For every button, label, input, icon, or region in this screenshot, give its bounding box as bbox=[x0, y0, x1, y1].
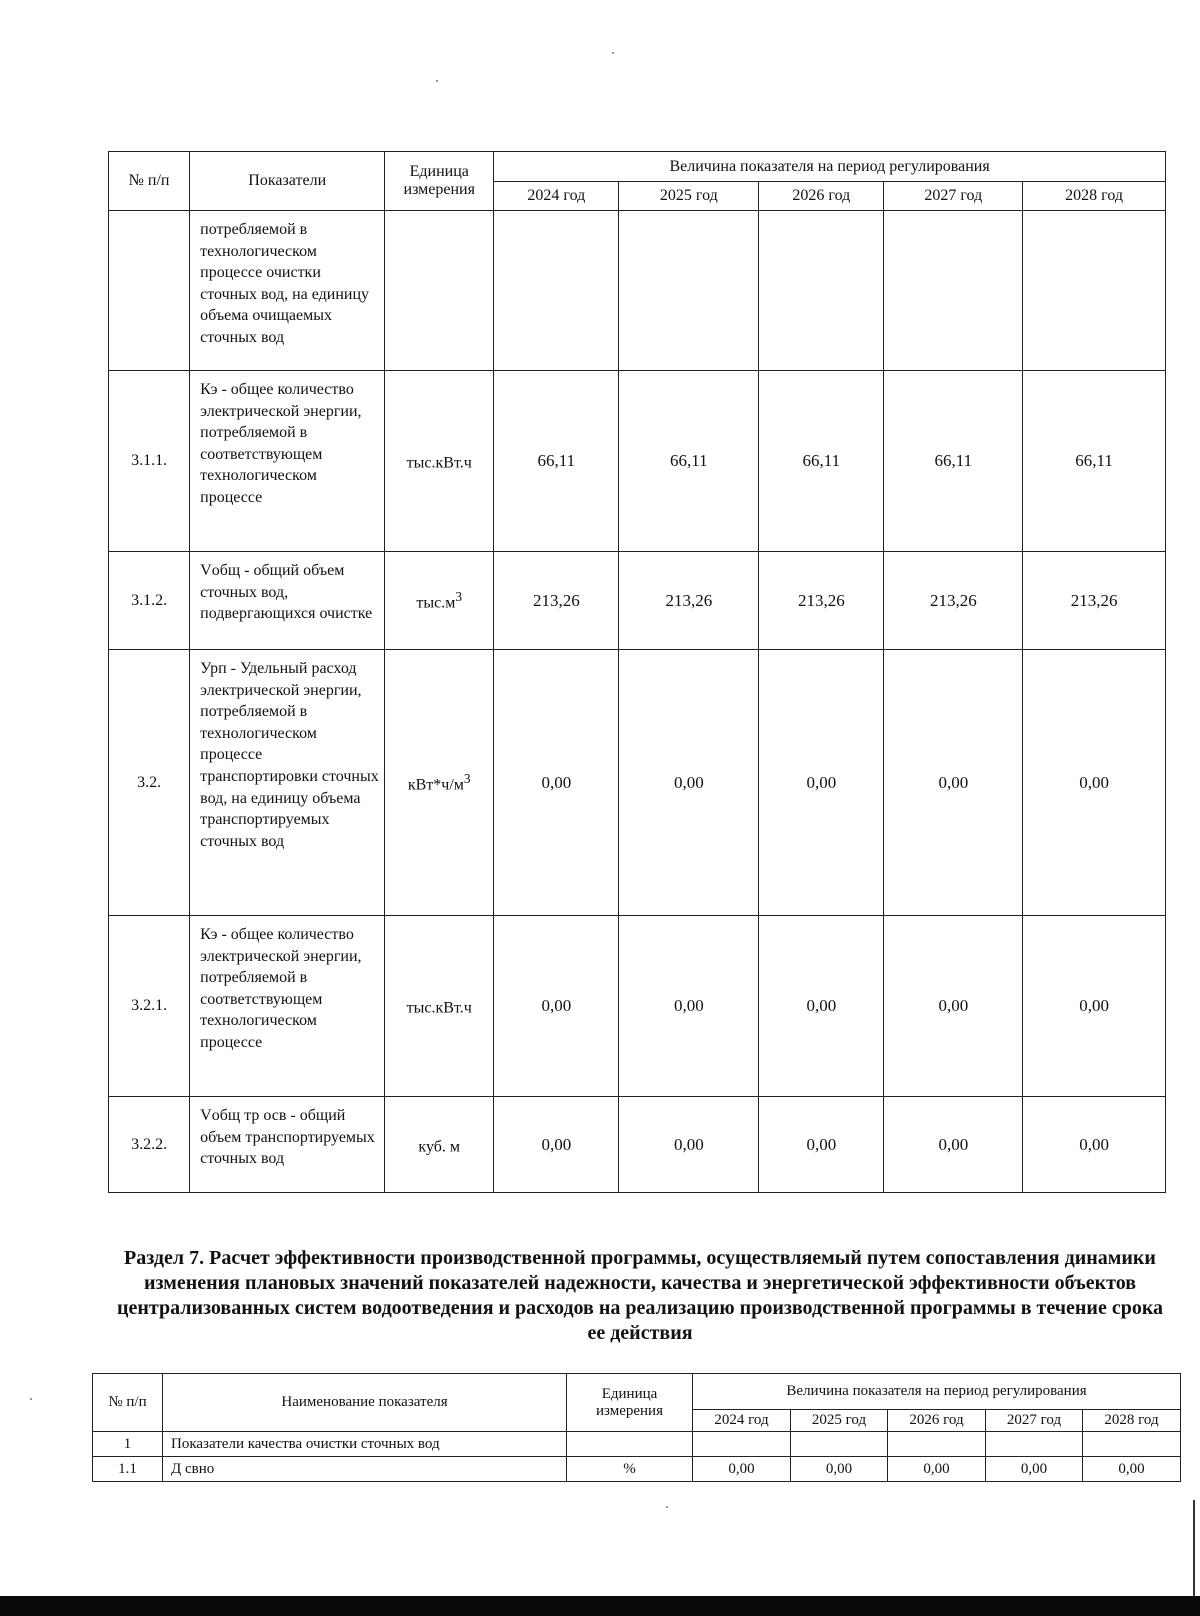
row-value-2025: 66,11 bbox=[619, 371, 759, 552]
scan-speck bbox=[666, 1506, 668, 1508]
row-name: потребляемой в технологическом процессе очистки сточных вод, на единицу объема очищаемых сточных вод bbox=[190, 211, 385, 371]
header-period: Величина показателя на период регулирования bbox=[693, 1374, 1181, 1410]
row-num: 3.1.2. bbox=[109, 552, 190, 650]
header-year-2024: 2024 год bbox=[494, 182, 619, 211]
row-unit: тыс.кВт.ч bbox=[385, 371, 494, 552]
header-indicator: Показатели bbox=[190, 152, 385, 211]
row-value-2028: 213,26 bbox=[1023, 552, 1166, 650]
row-unit: $тыс.м^3$ bbox=[385, 552, 494, 650]
row-name: Vобщ - общий объем сточных вод, подвергающихся очистке bbox=[190, 552, 385, 650]
row-unit: $кВт*ч/м^3$ bbox=[385, 650, 494, 916]
header-unit: Единица измерения bbox=[567, 1374, 693, 1432]
row-num: 1.1 bbox=[93, 1457, 163, 1482]
scan-speck bbox=[612, 52, 614, 54]
row-value-2028: 66,11 bbox=[1023, 371, 1166, 552]
row-value-2027: 66,11 bbox=[884, 371, 1023, 552]
row-num: 1 bbox=[93, 1432, 163, 1457]
row-name: Кэ - общее количество электрической энергии, потребляемой в соответствующем технологическом процессе bbox=[190, 371, 385, 552]
row-value-2026 bbox=[759, 211, 884, 371]
scan-edge-line bbox=[1193, 1500, 1195, 1596]
row-name: Vобщ тр осв - общий объем транспортируемых сточных вод bbox=[190, 1097, 385, 1193]
table-row bbox=[109, 211, 1166, 371]
header-unit: Единица измерения bbox=[385, 152, 494, 211]
scan-speck bbox=[30, 1398, 32, 1400]
header-num: № п/п bbox=[109, 152, 190, 211]
row-value-2027: 0,00 bbox=[884, 650, 1023, 916]
row-num: 3.2. bbox=[109, 650, 190, 916]
row-unit: куб. м bbox=[385, 1097, 494, 1193]
row-name: Кэ - общее количество электрической энергии, потребляемой в соответствующем технологическом процессе bbox=[190, 916, 385, 1097]
table-row bbox=[109, 371, 1166, 552]
row-value-2027: 0,00 bbox=[986, 1457, 1083, 1482]
row-value-2028 bbox=[1023, 211, 1166, 371]
row-name: Д свно bbox=[163, 1457, 567, 1482]
header-year-2028: 2028 год bbox=[1083, 1410, 1181, 1432]
row-value-2026: 0,00 bbox=[888, 1457, 986, 1482]
row-value-2024: 0,00 bbox=[494, 1097, 619, 1193]
row-value-2027: 0,00 bbox=[884, 1097, 1023, 1193]
row-value-2025: 0,00 bbox=[619, 650, 759, 916]
table-row bbox=[109, 552, 1166, 650]
indicators-table bbox=[108, 151, 1166, 1193]
row-value-2028: 0,00 bbox=[1023, 650, 1166, 916]
row-value-2025 bbox=[791, 1432, 888, 1457]
row-value-2027 bbox=[986, 1432, 1083, 1457]
row-value-2025: 0,00 bbox=[791, 1457, 888, 1482]
row-name: Показатели качества очистки сточных вод bbox=[163, 1432, 567, 1457]
header-name: Наименование показателя bbox=[163, 1374, 567, 1432]
row-value-2028: 0,00 bbox=[1023, 1097, 1166, 1193]
table-row bbox=[109, 650, 1166, 916]
header-num: № п/п bbox=[93, 1374, 163, 1432]
row-value-2024 bbox=[494, 211, 619, 371]
row-unit: тыс.кВт.ч bbox=[385, 916, 494, 1097]
table-row bbox=[109, 916, 1166, 1097]
row-value-2026: 66,11 bbox=[759, 371, 884, 552]
row-value-2028: 0,00 bbox=[1083, 1457, 1181, 1482]
row-num: 3.1.1. bbox=[109, 371, 190, 552]
row-value-2024: 0,00 bbox=[693, 1457, 791, 1482]
row-value-2025: 0,00 bbox=[619, 1097, 759, 1193]
header-year-2025: 2025 год bbox=[791, 1410, 888, 1432]
row-value-2024: 213,26 bbox=[494, 552, 619, 650]
table-row bbox=[93, 1432, 1181, 1457]
row-value-2028: 0,00 bbox=[1023, 916, 1166, 1097]
header-period: Величина показателя на период регулирования bbox=[494, 152, 1166, 182]
row-value-2025 bbox=[619, 211, 759, 371]
header-year-2027: 2027 год bbox=[884, 182, 1023, 211]
row-value-2026: 0,00 bbox=[759, 916, 884, 1097]
row-value-2026 bbox=[888, 1432, 986, 1457]
row-value-2026: 0,00 bbox=[759, 1097, 884, 1193]
row-value-2024 bbox=[693, 1432, 791, 1457]
row-value-2027 bbox=[884, 211, 1023, 371]
header-year-2027: 2027 год bbox=[986, 1410, 1083, 1432]
row-unit: % bbox=[567, 1457, 693, 1482]
row-unit bbox=[385, 211, 494, 371]
header-year-2026: 2026 год bbox=[888, 1410, 986, 1432]
row-value-2025: 0,00 bbox=[619, 916, 759, 1097]
scan-border bbox=[0, 1596, 1200, 1616]
row-value-2024: 66,11 bbox=[494, 371, 619, 552]
row-value-2027: 0,00 bbox=[884, 916, 1023, 1097]
row-num: 3.2.2. bbox=[109, 1097, 190, 1193]
efficiency-table bbox=[92, 1373, 1181, 1482]
header-year-2028: 2028 год bbox=[1023, 182, 1166, 211]
row-value-2024: 0,00 bbox=[494, 916, 619, 1097]
table-row bbox=[109, 1097, 1166, 1193]
scan-speck bbox=[436, 80, 438, 82]
row-value-2024: 0,00 bbox=[494, 650, 619, 916]
row-num bbox=[109, 211, 190, 371]
row-value-2025: 213,26 bbox=[619, 552, 759, 650]
row-value-2028 bbox=[1083, 1432, 1181, 1457]
row-name: Урп - Удельный расход электрической энергии, потребляемой в технологическом процессе транспортировки сточных вод, на единицу объема транспортируемых сточных вод bbox=[190, 650, 385, 916]
row-unit bbox=[567, 1432, 693, 1457]
header-year-2025: 2025 год bbox=[619, 182, 759, 211]
section-title: Раздел 7. Расчет эффективности производственной программы, осуществляемый путем сопоставления динамики изменения плановых значений показателей надежности, качества и энергетической эффективности объектов централизованных систем водоотведения и расходов на реализацию производственной программы в течение срока ее действия bbox=[116, 1247, 1164, 1344]
row-value-2026: 0,00 bbox=[759, 650, 884, 916]
header-year-2024: 2024 год bbox=[693, 1410, 791, 1432]
table-row bbox=[93, 1457, 1181, 1482]
row-value-2026: 213,26 bbox=[759, 552, 884, 650]
header-year-2026: 2026 год bbox=[759, 182, 884, 211]
row-num: 3.2.1. bbox=[109, 916, 190, 1097]
row-value-2027: 213,26 bbox=[884, 552, 1023, 650]
